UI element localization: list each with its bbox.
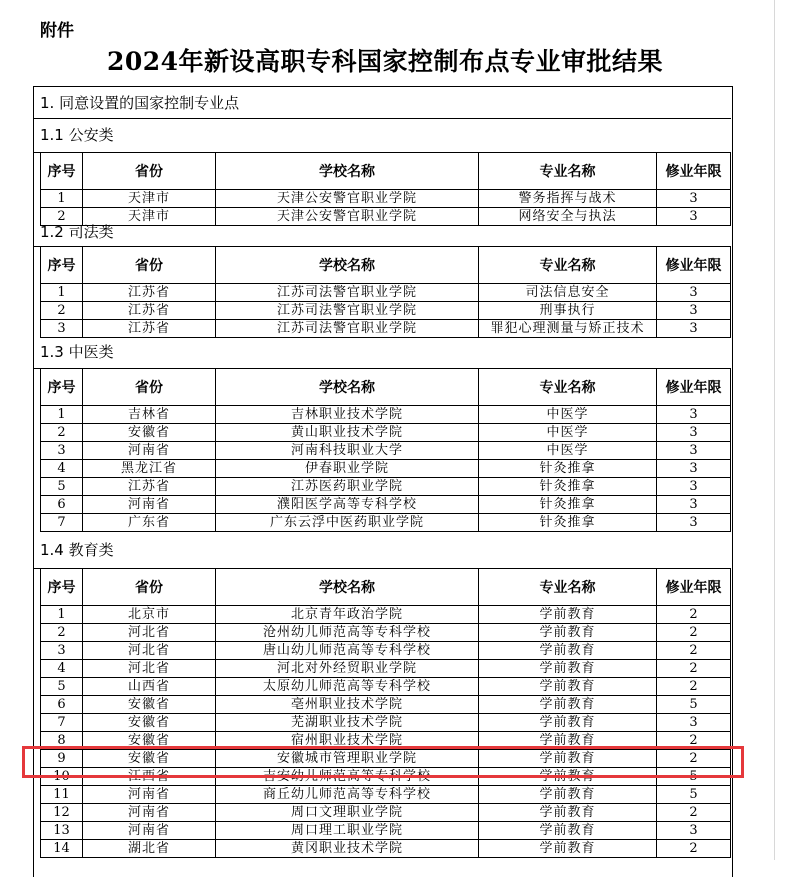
cell-index: 4 — [41, 460, 83, 478]
cell-major: 学前教育 — [479, 606, 657, 624]
cell-major: 学前教育 — [479, 624, 657, 642]
cell-years: 3 — [657, 302, 731, 320]
cell-index: 2 — [41, 624, 83, 642]
cell-province: 安徽省 — [83, 424, 216, 442]
cell-province: 湖北省 — [83, 840, 216, 858]
cell-province: 河北省 — [83, 660, 216, 678]
col-header-years: 修业年限 — [657, 369, 731, 406]
table-row — [41, 424, 731, 442]
cell-years: 3 — [657, 284, 731, 302]
table-row — [41, 460, 731, 478]
cell-school: 天津公安警官职业学院 — [216, 208, 479, 226]
section-heading-education: 1.4 教育类 — [40, 541, 114, 559]
cell-index: 11 — [41, 786, 83, 804]
table-row — [41, 840, 731, 858]
cell-years: 2 — [657, 660, 731, 678]
cell-major: 学前教育 — [479, 840, 657, 858]
table-row — [41, 514, 731, 532]
cell-school: 亳州职业技术学院 — [216, 696, 479, 714]
cell-major: 刑事执行 — [479, 302, 657, 320]
cell-index: 9 — [41, 750, 83, 768]
cell-major: 司法信息安全 — [479, 284, 657, 302]
cell-years: 3 — [657, 822, 731, 840]
table-row — [41, 406, 731, 424]
cell-major: 中医学 — [479, 406, 657, 424]
cell-index: 1 — [41, 190, 83, 208]
section-heading-tcm: 1.3 中医类 — [40, 343, 114, 361]
col-header-index: 序号 — [41, 569, 83, 606]
cell-years: 3 — [657, 320, 731, 338]
cell-index: 12 — [41, 804, 83, 822]
page-title: 2024年新设高职专科国家控制布点专业审批结果 — [106, 47, 664, 76]
cell-years: 2 — [657, 750, 731, 768]
cell-school: 太原幼儿师范高等专科学校 — [216, 678, 479, 696]
cell-index: 2 — [41, 208, 83, 226]
col-header-years: 修业年限 — [657, 247, 731, 284]
cell-school: 商丘幼儿师范高等专科学校 — [216, 786, 479, 804]
cell-major: 针灸推拿 — [479, 496, 657, 514]
col-header-index: 序号 — [41, 153, 83, 190]
cell-province: 广东省 — [83, 514, 216, 532]
table-education — [40, 568, 731, 858]
cell-index: 8 — [41, 732, 83, 750]
table-row — [41, 660, 731, 678]
cell-major: 针灸推拿 — [479, 460, 657, 478]
cell-years: 2 — [657, 678, 731, 696]
cell-years: 2 — [657, 642, 731, 660]
col-header-school: 学校名称 — [216, 153, 479, 190]
table-row — [41, 714, 731, 732]
cell-province: 江苏省 — [83, 302, 216, 320]
cell-province: 北京市 — [83, 606, 216, 624]
cell-major: 学前教育 — [479, 696, 657, 714]
cell-major: 学前教育 — [479, 822, 657, 840]
cell-index: 10 — [41, 768, 83, 786]
cell-years: 3 — [657, 442, 731, 460]
table-header-row — [41, 569, 731, 606]
cell-school: 沧州幼儿师范高等专科学校 — [216, 624, 479, 642]
cell-school: 北京青年政治学院 — [216, 606, 479, 624]
cell-index: 3 — [41, 442, 83, 460]
col-header-years: 修业年限 — [657, 569, 731, 606]
cell-major: 学前教育 — [479, 714, 657, 732]
cell-province: 黑龙江省 — [83, 460, 216, 478]
cell-index: 1 — [41, 406, 83, 424]
cell-school: 黄山职业技术学院 — [216, 424, 479, 442]
cell-years: 3 — [657, 514, 731, 532]
table-row — [41, 442, 731, 460]
cell-index: 2 — [41, 424, 83, 442]
cell-index: 2 — [41, 302, 83, 320]
cell-years: 3 — [657, 190, 731, 208]
col-header-major: 专业名称 — [479, 153, 657, 190]
cell-province: 河南省 — [83, 496, 216, 514]
cell-province: 安徽省 — [83, 714, 216, 732]
table-row — [41, 678, 731, 696]
divider — [34, 118, 731, 119]
table-judicial — [40, 246, 731, 338]
col-header-province: 省份 — [83, 153, 216, 190]
cell-years: 2 — [657, 804, 731, 822]
cell-index: 7 — [41, 514, 83, 532]
cell-school: 黄冈职业技术学院 — [216, 840, 479, 858]
cell-school: 芜湖职业技术学院 — [216, 714, 479, 732]
cell-years: 3 — [657, 460, 731, 478]
table-header-row — [41, 153, 731, 190]
highlight-box — [22, 746, 744, 778]
cell-school: 濮阳医学高等专科学校 — [216, 496, 479, 514]
cell-province: 天津市 — [83, 190, 216, 208]
cell-years: 3 — [657, 496, 731, 514]
cell-index: 3 — [41, 320, 83, 338]
cell-major: 中医学 — [479, 442, 657, 460]
cell-major: 网络安全与执法 — [479, 208, 657, 226]
cell-years: 5 — [657, 786, 731, 804]
table-public-security — [40, 152, 731, 226]
cell-province: 河北省 — [83, 624, 216, 642]
cell-province: 河南省 — [83, 786, 216, 804]
attachment-label: 附件 — [40, 21, 74, 41]
cell-major: 学前教育 — [479, 660, 657, 678]
table-tcm — [40, 368, 731, 532]
cell-school: 唐山幼儿师范高等专科学校 — [216, 642, 479, 660]
cell-school: 周口文理职业学院 — [216, 804, 479, 822]
cell-index: 14 — [41, 840, 83, 858]
cell-years: 5 — [657, 696, 731, 714]
cell-school: 江苏司法警官职业学院 — [216, 320, 479, 338]
cell-years: 3 — [657, 208, 731, 226]
cell-index: 4 — [41, 660, 83, 678]
cell-index: 1 — [41, 606, 83, 624]
cell-province: 天津市 — [83, 208, 216, 226]
cell-years: 3 — [657, 714, 731, 732]
cell-major: 学前教育 — [479, 678, 657, 696]
cell-major: 中医学 — [479, 424, 657, 442]
cell-school: 江苏医药职业学院 — [216, 478, 479, 496]
table-row — [41, 302, 731, 320]
cell-years: 3 — [657, 478, 731, 496]
cell-province: 安徽省 — [83, 696, 216, 714]
cell-province: 河南省 — [83, 442, 216, 460]
col-header-major: 专业名称 — [479, 247, 657, 284]
cell-major: 针灸推拿 — [479, 514, 657, 532]
cell-school: 江苏司法警官职业学院 — [216, 302, 479, 320]
cell-province: 江苏省 — [83, 284, 216, 302]
cell-major: 学前教育 — [479, 804, 657, 822]
table-row — [41, 642, 731, 660]
col-header-index: 序号 — [41, 369, 83, 406]
table-row — [41, 478, 731, 496]
cell-years: 2 — [657, 624, 731, 642]
cell-province: 河南省 — [83, 822, 216, 840]
table-row — [41, 190, 731, 208]
cell-school: 河北对外经贸职业学院 — [216, 660, 479, 678]
col-header-major: 专业名称 — [479, 569, 657, 606]
cell-index: 3 — [41, 642, 83, 660]
table-row — [41, 624, 731, 642]
cell-province: 吉林省 — [83, 406, 216, 424]
cell-major: 学前教育 — [479, 750, 657, 768]
cell-major: 学前教育 — [479, 786, 657, 804]
cell-school: 吉林职业技术学院 — [216, 406, 479, 424]
cell-major: 针灸推拿 — [479, 478, 657, 496]
cell-years: 2 — [657, 606, 731, 624]
cell-province: 江西省 — [83, 768, 216, 786]
cell-index: 5 — [41, 678, 83, 696]
cell-province: 安徽省 — [83, 750, 216, 768]
col-header-school: 学校名称 — [216, 369, 479, 406]
table-row — [41, 496, 731, 514]
cell-index: 7 — [41, 714, 83, 732]
table-row — [41, 320, 731, 338]
cell-index: 1 — [41, 284, 83, 302]
cell-school: 周口理工职业学院 — [216, 822, 479, 840]
cell-school: 宿州职业技术学院 — [216, 732, 479, 750]
cell-years: 5 — [657, 768, 731, 786]
col-header-index: 序号 — [41, 247, 83, 284]
col-header-school: 学校名称 — [216, 247, 479, 284]
table-row — [41, 786, 731, 804]
cell-major: 警务指挥与战术 — [479, 190, 657, 208]
col-header-province: 省份 — [83, 569, 216, 606]
cell-years: 2 — [657, 840, 731, 858]
cell-index: 6 — [41, 496, 83, 514]
cell-province: 山西省 — [83, 678, 216, 696]
cell-province: 河北省 — [83, 642, 216, 660]
col-header-major: 专业名称 — [479, 369, 657, 406]
col-header-province: 省份 — [83, 247, 216, 284]
cell-major: 罪犯心理测量与矫正技术 — [479, 320, 657, 338]
right-edge-line — [774, 0, 775, 860]
table-row — [41, 804, 731, 822]
table-header-row — [41, 247, 731, 284]
table-row — [41, 822, 731, 840]
table-row — [41, 284, 731, 302]
cell-school: 天津公安警官职业学院 — [216, 190, 479, 208]
col-header-school: 学校名称 — [216, 569, 479, 606]
cell-index: 13 — [41, 822, 83, 840]
col-header-years: 修业年限 — [657, 153, 731, 190]
cell-years: 3 — [657, 424, 731, 442]
cell-index: 5 — [41, 478, 83, 496]
cell-province: 安徽省 — [83, 732, 216, 750]
cell-index: 6 — [41, 696, 83, 714]
section-heading-judicial: 1.2 司法类 — [40, 223, 114, 241]
cell-major: 学前教育 — [479, 642, 657, 660]
cell-years: 3 — [657, 406, 731, 424]
cell-school: 河南科技职业大学 — [216, 442, 479, 460]
cell-school: 安徽城市管理职业学院 — [216, 750, 479, 768]
table-header-row — [41, 369, 731, 406]
col-header-province: 省份 — [83, 369, 216, 406]
cell-major: 学前教育 — [479, 768, 657, 786]
cell-province: 河南省 — [83, 804, 216, 822]
cell-school: 广东云浮中医药职业学院 — [216, 514, 479, 532]
cell-school: 吉安幼儿师范高等专科学校 — [216, 768, 479, 786]
section-heading-public-security: 1.1 公安类 — [40, 126, 114, 144]
table-row — [41, 696, 731, 714]
cell-province: 江苏省 — [83, 478, 216, 496]
cell-province: 江苏省 — [83, 320, 216, 338]
cell-years: 2 — [657, 732, 731, 750]
cell-school: 江苏司法警官职业学院 — [216, 284, 479, 302]
cell-school: 伊春职业学院 — [216, 460, 479, 478]
section-main-heading: 1. 同意设置的国家控制专业点 — [40, 94, 240, 112]
cell-major: 学前教育 — [479, 732, 657, 750]
table-row — [41, 606, 731, 624]
